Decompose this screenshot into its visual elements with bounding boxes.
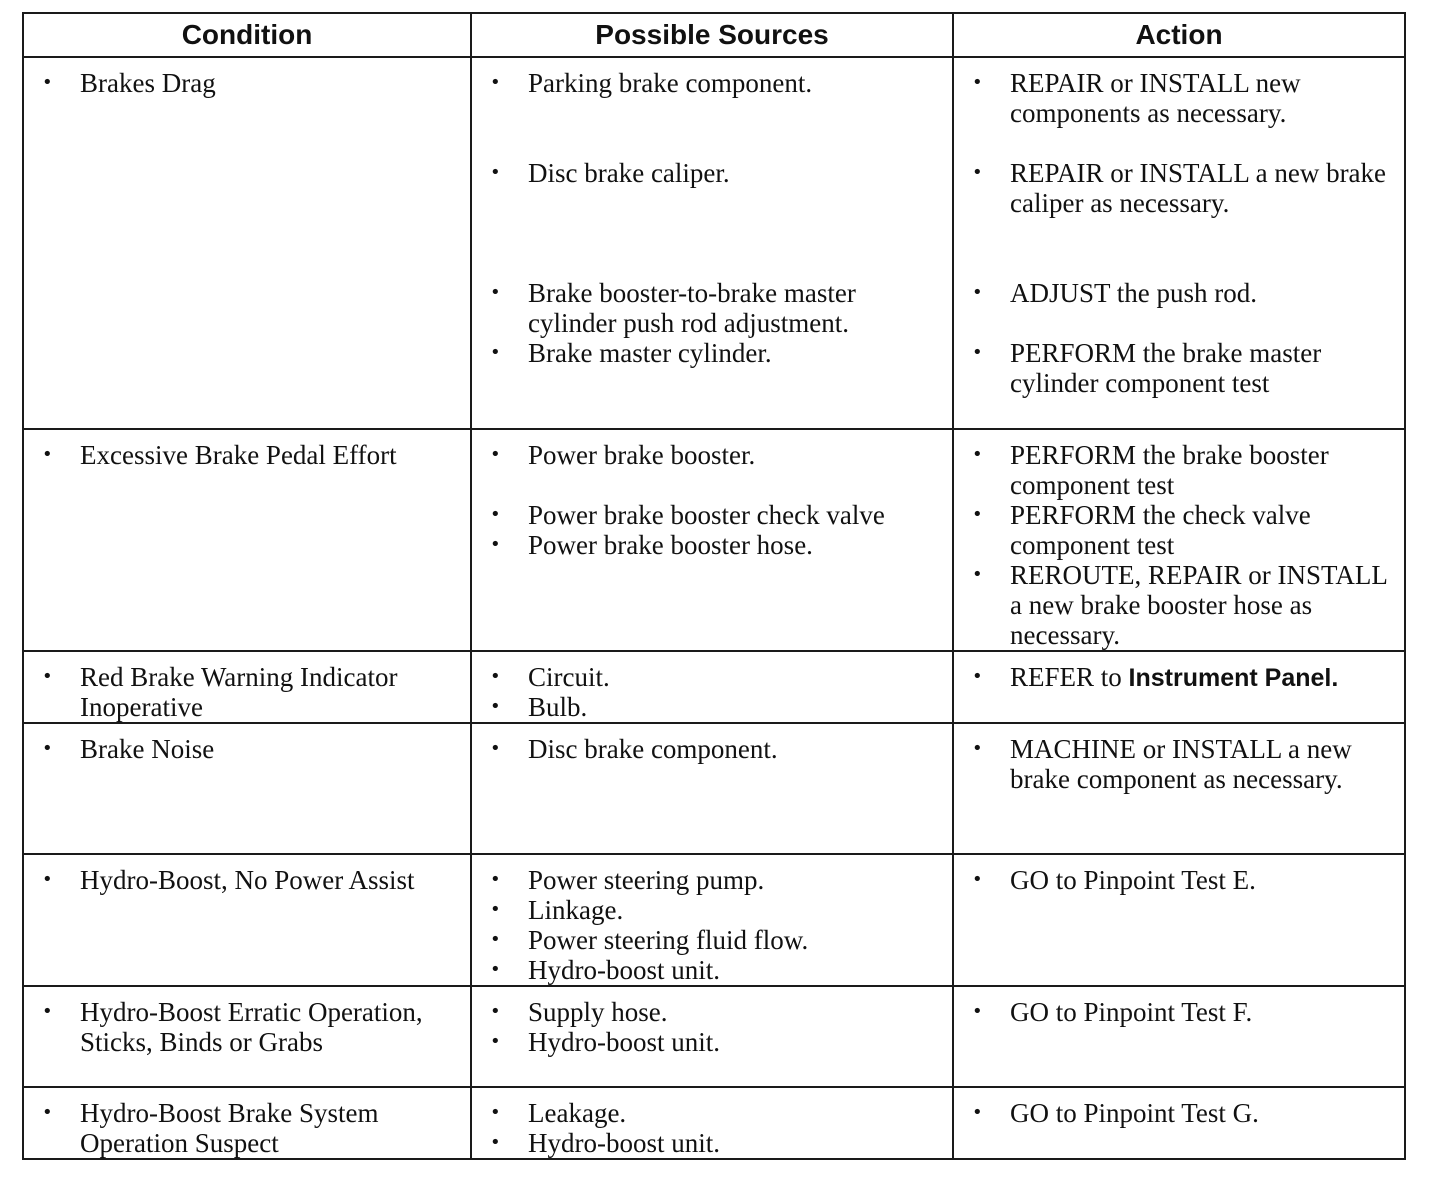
bullet-icon: • <box>490 1102 501 1123</box>
header-action: Action <box>953 13 1405 57</box>
bullet-icon: • <box>972 1001 983 1022</box>
action-item: • ADJUST the push rod. <box>972 278 1258 308</box>
condition-item: • Excessive Brake Pedal Effort <box>42 440 397 470</box>
table-row <box>23 1087 1405 1159</box>
action-cell <box>953 651 1405 723</box>
source-item: • Disc brake caliper. <box>490 158 730 188</box>
bullet-icon: • <box>490 666 501 687</box>
bullet-icon: • <box>972 869 983 890</box>
bullet-icon: • <box>490 696 501 717</box>
bullet-icon: • <box>490 504 501 525</box>
bullet-icon: • <box>972 72 983 93</box>
condition-cell <box>23 651 471 723</box>
bullet-icon: • <box>972 162 983 183</box>
bullet-icon: • <box>972 564 983 585</box>
table-row <box>23 986 1405 1087</box>
sources-cell <box>471 723 953 854</box>
source-item: • Parking brake component. <box>490 68 813 98</box>
table-row <box>23 57 1405 429</box>
sources-cell <box>471 57 953 429</box>
source-item: • Power brake booster check valve <box>490 500 885 530</box>
action-item: • GO to Pinpoint Test F. <box>972 997 1253 1027</box>
bullet-icon: • <box>42 869 53 890</box>
condition-cell <box>23 854 471 986</box>
source-item: • Power brake booster. <box>490 440 756 470</box>
bullet-icon: • <box>972 1102 983 1123</box>
source-item: • Brake master cylinder. <box>490 338 772 368</box>
source-item: • Power brake booster hose. <box>490 530 813 560</box>
condition-item: • Brake Noise <box>42 734 215 764</box>
table-row <box>23 429 1405 651</box>
sources-cell <box>471 651 953 723</box>
source-item: • Power steering pump. <box>490 865 765 895</box>
condition-item: • Brakes Drag <box>42 68 216 98</box>
condition-cell <box>23 57 471 429</box>
bullet-icon: • <box>490 1031 501 1052</box>
bullet-icon: • <box>490 1001 501 1022</box>
action-item: • PERFORM the brake booster component test <box>972 440 1329 500</box>
source-item: • Brake booster-to-brake master cylinder push rod adjustment. <box>490 278 856 338</box>
bullet-icon: • <box>42 666 53 687</box>
condition-cell <box>23 429 471 651</box>
condition-item: • Red Brake Warning Indicator Inoperative <box>42 662 398 722</box>
bullet-icon: • <box>42 738 53 759</box>
source-item: • Supply hose. <box>490 997 668 1027</box>
bullet-icon: • <box>490 869 501 890</box>
bullet-icon: • <box>972 444 983 465</box>
header-condition: Condition <box>23 13 471 57</box>
header-possible-sources: Possible Sources <box>471 13 953 57</box>
action-item: • GO to Pinpoint Test G. <box>972 1098 1259 1128</box>
source-item: • Disc brake component. <box>490 734 778 764</box>
bullet-icon: • <box>42 1001 53 1022</box>
action-item: • REPAIR or INSTALL new components as necessary. <box>972 68 1301 128</box>
instrument-panel-reference: Instrument Panel. <box>1128 664 1339 692</box>
action-item: • REROUTE, REPAIR or INSTALL a new brake booster hose as necessary. <box>972 560 1387 650</box>
condition-item: • Hydro-Boost Erratic Operation, Sticks, Binds or Grabs <box>42 997 423 1057</box>
action-item: • GO to Pinpoint Test E. <box>972 865 1256 895</box>
source-item: • Hydro-boost unit. <box>490 1128 720 1158</box>
sources-cell <box>471 854 953 986</box>
bullet-icon: • <box>490 342 501 363</box>
bullet-icon: • <box>42 1102 53 1123</box>
bullet-icon: • <box>490 929 501 950</box>
table-row <box>23 854 1405 986</box>
action-item: • PERFORM the brake master cylinder component test <box>972 338 1322 398</box>
bullet-icon: • <box>972 504 983 525</box>
bullet-icon: • <box>42 72 53 93</box>
source-item: • Hydro-boost unit. <box>490 1027 720 1057</box>
condition-cell <box>23 1087 471 1159</box>
sources-cell <box>471 1087 953 1159</box>
bullet-icon: • <box>972 738 983 759</box>
action-item: • MACHINE or INSTALL a new brake component as necessary. <box>972 734 1352 794</box>
bullet-icon: • <box>490 959 501 980</box>
source-item: • Power steering fluid flow. <box>490 925 809 955</box>
condition-item: • Hydro-Boost Brake System Operation Suspect <box>42 1098 379 1158</box>
table-header-row <box>23 13 1405 57</box>
action-cell <box>953 57 1405 429</box>
action-item: • REFER to Instrument Panel. <box>972 662 1339 692</box>
table-row <box>23 651 1405 723</box>
bullet-icon: • <box>972 282 983 303</box>
bullet-icon: • <box>42 444 53 465</box>
sources-cell <box>471 986 953 1087</box>
bullet-icon: • <box>490 534 501 555</box>
condition-cell <box>23 986 471 1087</box>
condition-cell <box>23 723 471 854</box>
action-cell <box>953 723 1405 854</box>
bullet-icon: • <box>490 899 501 920</box>
source-item: • Leakage. <box>490 1098 627 1128</box>
source-item: • Hydro-boost unit. <box>490 955 720 985</box>
source-item: • Linkage. <box>490 895 624 925</box>
action-cell <box>953 429 1405 651</box>
source-item: • Circuit. <box>490 662 610 692</box>
condition-item: • Hydro-Boost, No Power Assist <box>42 865 415 895</box>
bullet-icon: • <box>490 162 501 183</box>
action-cell <box>953 854 1405 986</box>
action-cell <box>953 986 1405 1087</box>
bullet-icon: • <box>490 1132 501 1153</box>
action-cell <box>953 1087 1405 1159</box>
diagnosis-table <box>22 12 1406 1160</box>
bullet-icon: • <box>490 444 501 465</box>
bullet-icon: • <box>490 72 501 93</box>
bullet-icon: • <box>490 282 501 303</box>
bullet-icon: • <box>972 666 983 687</box>
sources-cell <box>471 429 953 651</box>
table-row <box>23 723 1405 854</box>
source-item: • Bulb. <box>490 692 588 722</box>
action-item: • PERFORM the check valve component test <box>972 500 1311 560</box>
bullet-icon: • <box>490 738 501 759</box>
action-item: • REPAIR or INSTALL a new brake caliper as necessary. <box>972 158 1387 218</box>
bullet-icon: • <box>972 342 983 363</box>
